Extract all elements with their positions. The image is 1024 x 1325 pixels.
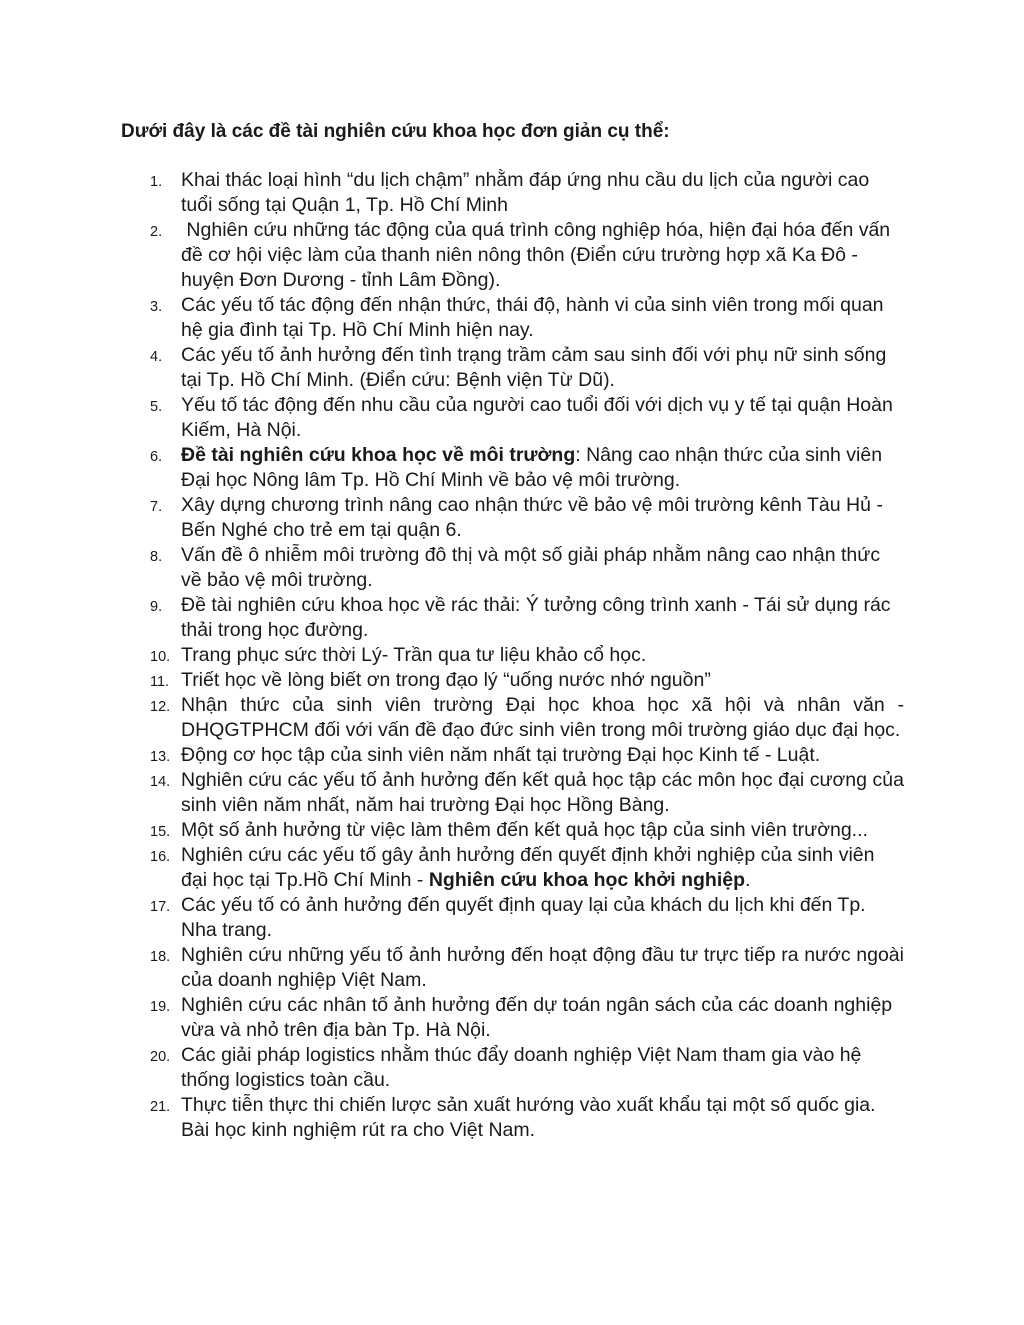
item-number: 8.	[150, 549, 163, 565]
item-number: 3.	[150, 299, 163, 315]
list-item	[0, 843, 904, 893]
item-number: 18.	[150, 949, 171, 965]
item-number: 14.	[150, 774, 171, 790]
item-number: 13.	[150, 749, 171, 765]
item-number: 9.	[150, 599, 163, 615]
item-number: 4.	[150, 349, 163, 365]
item-text: Nghiên cứu những tác động của quá trình công nghiệp hóa, hiện đại hóa đến vấn đề cơ hội việc làm của thanh niên nông thôn (Điển cứu trường hợp xã Ka Đô - huyện Đơn Dương - tỉnh Lâm Đồng).	[181, 219, 896, 291]
item-text: Thực tiễn thực thi chiến lược sản xuất hướng vào xuất khẩu tại một số quốc gia. Bài học kinh nghiệm rút ra cho Việt Nam.	[181, 1094, 876, 1141]
item-number: 7.	[150, 499, 163, 515]
list-item	[0, 343, 904, 393]
list-item	[0, 218, 904, 293]
item-text: Nhận thức của sinh viên trường Đại học khoa học xã hội và nhân văn - DHQGTPHCM đối với vấn đề đạo đức sinh viên trong môi trường giáo dục đại học.	[181, 694, 904, 741]
item-text: Vấn đề ô nhiễm môi trường đô thị và một số giải pháp nhằm nâng cao nhận thức về bảo vệ môi trường.	[181, 544, 881, 591]
item-text: Xây dựng chương trình nâng cao nhận thức về bảo vệ môi trường kênh Tàu Hủ - Bến Nghé cho trẻ em tại quận 6.	[181, 494, 883, 541]
item-number: 12.	[150, 699, 171, 715]
list-item	[0, 643, 904, 668]
item-number: 17.	[150, 899, 171, 915]
item-text: Khai thác loại hình “du lịch chậm” nhằm đáp ứng nhu cầu du lịch của người cao tuổi sống tại Quận 1, Tp. Hồ Chí Minh	[181, 169, 870, 216]
item-number: 15.	[150, 824, 171, 840]
item-text: Trang phục sức thời Lý- Trần qua tư liệu khảo cổ học.	[181, 644, 647, 666]
item-text: Nghiên cứu các yếu tố gây ảnh hưởng đến quyết định khởi nghiệp của sinh viên đại học tại Tp.Hồ Chí Minh -	[181, 844, 880, 891]
item-text: Nghiên cứu các nhân tố ảnh hưởng đến dự toán ngân sách của các doanh nghiệp vừa và nhỏ trên địa bàn Tp. Hà Nội.	[181, 994, 893, 1041]
list-item	[0, 668, 904, 693]
item-text: Các yếu tố có ảnh hưởng đến quyết định quay lại của khách du lịch khi đến Tp. Nha trang.	[181, 894, 866, 941]
list-item	[0, 893, 904, 943]
item-number: 10.	[150, 649, 171, 665]
item-text: Đề tài nghiên cứu khoa học về rác thải: Ý tưởng công trình xanh - Tái sử dụng rác thải trong học đường.	[181, 594, 891, 641]
page-heading: Dưới đây là các đề tài nghiên cứu khoa học đơn giản cụ thể:	[121, 121, 670, 142]
list-item	[0, 818, 904, 843]
item-number: 1.	[150, 174, 163, 190]
item-text: Các yếu tố tác động đến nhận thức, thái độ, hành vi của sinh viên trong mối quan hệ gia đình tại Tp. Hồ Chí Minh hiện nay.	[181, 294, 884, 341]
list-item	[0, 693, 904, 743]
list-item	[0, 593, 904, 643]
list-item	[0, 443, 904, 493]
item-text: Các giải pháp logistics nhằm thúc đẩy doanh nghiệp Việt Nam tham gia vào hệ thống logistics toàn cầu.	[181, 1044, 862, 1091]
item-number: 19.	[150, 999, 171, 1015]
list-item	[0, 1093, 904, 1143]
item-number: 6.	[150, 449, 163, 465]
list-item	[0, 543, 904, 593]
list-item	[0, 993, 904, 1043]
item-number: 11.	[150, 674, 170, 690]
item-number: 2.	[150, 224, 163, 240]
list-item	[0, 168, 904, 218]
list-item	[0, 943, 904, 993]
item-number: 5.	[150, 399, 163, 415]
item-tail: .	[745, 869, 751, 891]
item-number: 21.	[150, 1099, 171, 1115]
item-text: Triết học về lòng biết ơn trong đạo lý “uống nước nhớ nguồn”	[181, 669, 711, 691]
item-text: Một số ảnh hưởng từ việc làm thêm đến kết quả học tập của sinh viên trường...	[181, 819, 868, 841]
list-item	[0, 1043, 904, 1093]
list-item	[0, 743, 904, 768]
list-item	[0, 293, 904, 343]
item-number: 20.	[150, 1049, 171, 1065]
item-text: Các yếu tố ảnh hưởng đến tình trạng trầm cảm sau sinh đối với phụ nữ sinh sống tại Tp. Hồ Chí Minh. (Điển cứu: Bệnh viện Từ Dũ).	[181, 344, 887, 391]
list-item	[0, 768, 904, 818]
item-number: 16.	[150, 849, 171, 865]
item-bold-text: Đề tài nghiên cứu khoa học về môi trường	[181, 444, 576, 466]
item-text: Yếu tố tác động đến nhu cầu của người cao tuổi đối với dịch vụ y tế tại quận Hoàn Kiếm, Hà Nội.	[181, 394, 893, 441]
topic-list	[0, 168, 1024, 1143]
item-text: Động cơ học tập của sinh viên năm nhất tại trường Đại học Kinh tế - Luật.	[181, 744, 821, 766]
list-item	[0, 393, 904, 443]
list-item	[0, 493, 904, 543]
item-bold-text: Nghiên cứu khoa học khởi nghiệp	[428, 869, 746, 891]
item-text: : Nâng cao nhận thức của sinh viên Đại học Nông lâm Tp. Hồ Chí Minh về bảo vệ môi trường.	[181, 444, 883, 491]
item-text: Nghiên cứu những yếu tố ảnh hưởng đến hoạt động đầu tư trực tiếp ra nước ngoài của doanh nghiệp Việt Nam.	[181, 944, 904, 991]
item-text: Nghiên cứu các yếu tố ảnh hưởng đến kết quả học tập các môn học đại cương của sinh viên năm nhất, năm hai trường Đại học Hồng Bàng.	[181, 769, 904, 816]
